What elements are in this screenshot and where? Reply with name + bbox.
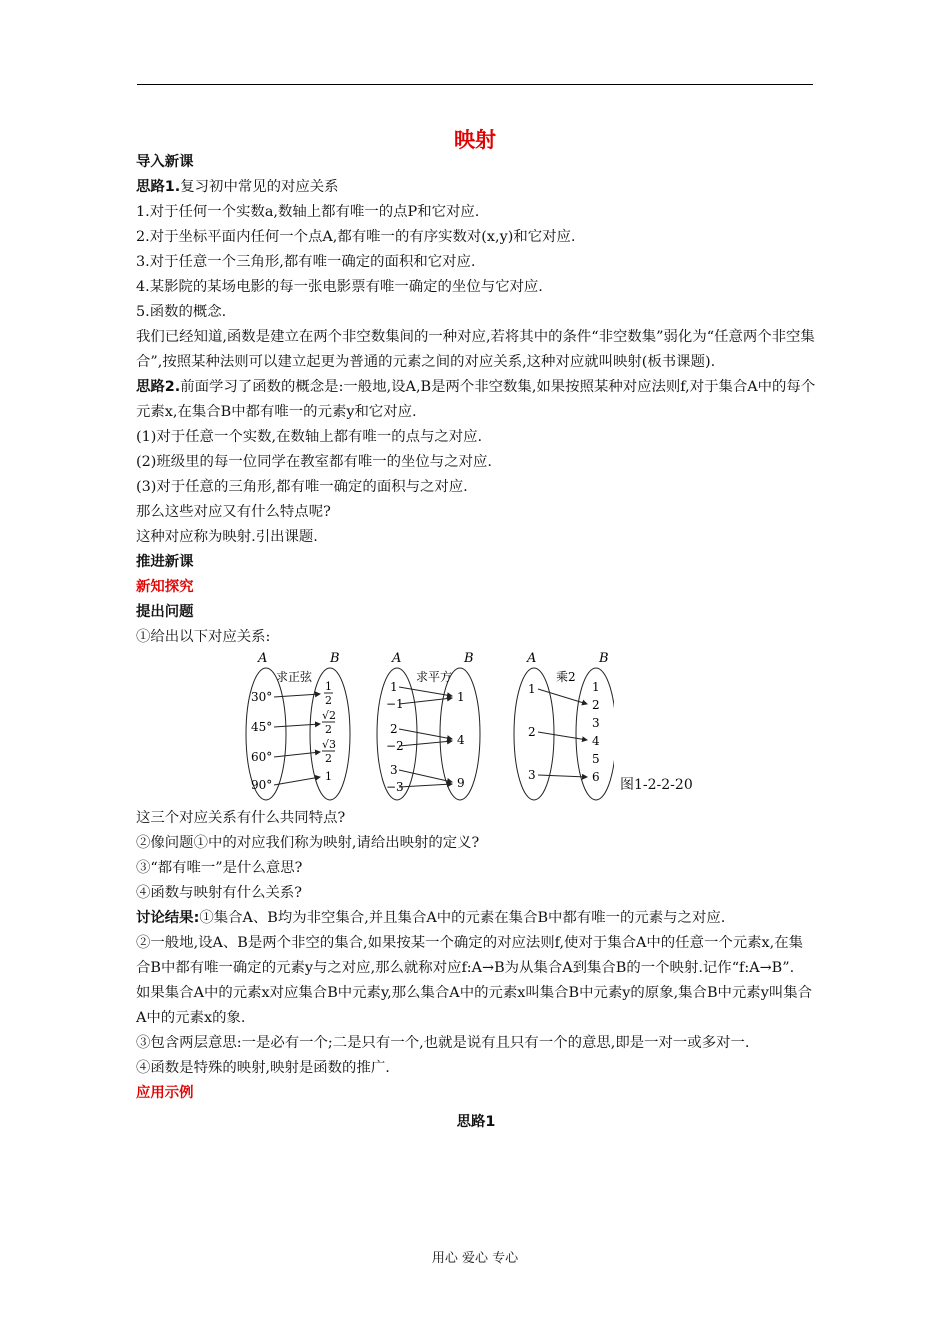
rule-double: 乘2 bbox=[556, 670, 576, 684]
idea2-item: (2)班级里的每一位同学在教室都有唯一的坐位与之对应. bbox=[136, 454, 492, 470]
idea2-item: 那么这些对应又有什么特点呢? bbox=[136, 504, 331, 520]
question-item: ②像问题①中的对应我们称为映射,请给出映射的定义? bbox=[136, 835, 480, 851]
arrow bbox=[399, 741, 452, 746]
idea1-item: 4.某影院的某场电影的每一张电影票有唯一确定的坐位与它对应. bbox=[136, 279, 543, 295]
elem-a: 3 bbox=[390, 763, 398, 777]
discussion-item: ②一般地,设A、B是两个非空的集合,如果按某一个确定的对应法则f,使对于集合A中的任意一个元素x,在集合B中都有唯一确定的元素y与之对应,那么就称对应f:A→B为从集合A到集合B的一个映射.记作“f:A→B”. bbox=[136, 935, 803, 976]
arrow bbox=[274, 752, 320, 757]
svg-text:2: 2 bbox=[325, 694, 332, 707]
idea1-item: 3.对于任意一个三角形,都有唯一确定的面积和它对应. bbox=[136, 254, 476, 270]
page-footer: 用心 爱心 专心 bbox=[431, 1251, 519, 1266]
elem-a: 30° bbox=[251, 690, 273, 704]
elem-b: 2 bbox=[592, 698, 600, 712]
advance-heading: 推进新课 bbox=[136, 554, 194, 570]
set-a-label: A bbox=[527, 652, 537, 666]
question-heading: 提出问题 bbox=[136, 604, 194, 620]
idea2-item: (1)对于任意一个实数,在数轴上都有唯一的点与之对应. bbox=[136, 429, 483, 445]
idea1-item: 2.对于坐标平面内任何一个点A,都有唯一的有序实数对(x,y)和它对应. bbox=[136, 229, 576, 245]
elem-a: 1 bbox=[528, 682, 536, 696]
discussion-line bbox=[136, 906, 816, 931]
svg-text:2: 2 bbox=[325, 752, 332, 765]
idea1-paragraph: 我们已经知道,函数是建立在两个非空数集间的一种对应,若将其中的条件“非空数集”弱化为“任意两个非空集合”,按照某种法则可以建立起更为普通的元素之间的对应关系,这种对应就叫映射(板书课题). bbox=[136, 329, 815, 370]
elem-b: 5 bbox=[592, 752, 600, 766]
mapping-figure bbox=[136, 652, 816, 802]
idea1-line bbox=[136, 175, 816, 200]
elem-a: −2 bbox=[386, 739, 404, 753]
mapping-sine bbox=[246, 652, 350, 800]
svg-text:√2: √2 bbox=[322, 709, 337, 722]
elem-b: 3 bbox=[592, 716, 600, 730]
svg-text:√3: √3 bbox=[322, 738, 337, 751]
elem-b: 4 bbox=[592, 734, 600, 748]
intro-heading: 导入新课 bbox=[136, 154, 194, 170]
figure-caption: 图1-2-2-20 bbox=[620, 777, 693, 793]
set-b-label: B bbox=[330, 652, 340, 666]
elem-a: 45° bbox=[251, 720, 273, 734]
svg-text:1: 1 bbox=[325, 770, 332, 783]
question-1: ①给出以下对应关系: bbox=[136, 629, 271, 645]
discussion-item: ③包含两层意思:一是必有一个;二是只有一个,也就是说有且只有一个的意思,即是一对一或多对一. bbox=[136, 1035, 750, 1051]
discussion-item: 如果集合A中的元素x对应集合B中元素y,那么集合A中的元素x叫集合B中元素y的原象,集合B中元素y叫集合A中的元素x的象. bbox=[136, 985, 812, 1026]
idea1-item: 1.对于任何一个实数a,数轴上都有唯一的点P和它对应. bbox=[136, 204, 480, 220]
set-b-values bbox=[322, 680, 336, 783]
explore-heading: 新知探究 bbox=[136, 579, 194, 595]
set-b-label: B bbox=[464, 652, 474, 666]
arrow bbox=[538, 732, 587, 740]
idea1-label: 思路1. bbox=[136, 179, 181, 195]
elem-b: 4 bbox=[457, 733, 465, 747]
elem-a: 90° bbox=[251, 778, 273, 792]
idea2-text: 前面学习了函数的概念是:一般地,设A,B是两个非空数集,如果按照某种对应法则f,对于集合A中的每个元素x,在集合B中都有唯一的元素y和它对应. bbox=[136, 379, 816, 420]
idea1-subheading: 思路1 bbox=[456, 1114, 496, 1130]
elem-a: −1 bbox=[386, 697, 404, 711]
arrow bbox=[399, 687, 452, 696]
elem-a: 60° bbox=[251, 750, 273, 764]
question-item: ④函数与映射有什么关系? bbox=[136, 885, 303, 901]
document-body bbox=[136, 150, 816, 1135]
idea1-item: 5.函数的概念. bbox=[136, 304, 227, 320]
set-a-label: A bbox=[392, 652, 402, 666]
set-a-label: A bbox=[258, 652, 268, 666]
question-item: ③“都有唯一”是什么意思? bbox=[136, 860, 303, 876]
idea2-item: (3)对于任意的三角形,都有唯一确定的面积与之对应. bbox=[136, 479, 468, 495]
arrow bbox=[399, 784, 452, 787]
example-heading: 应用示例 bbox=[136, 1085, 194, 1101]
rule-sine: 求正弦 bbox=[276, 670, 313, 684]
elem-a: −3 bbox=[386, 780, 404, 794]
discussion-label: 讨论结果: bbox=[136, 910, 200, 926]
elem-b: 6 bbox=[592, 770, 600, 784]
discussion-item: ①集合A、B均为非空集合,并且集合A中的元素在集合B中都有唯一的元素与之对应. bbox=[199, 910, 726, 926]
mapping-diagrams bbox=[244, 652, 614, 802]
elem-a: 3 bbox=[528, 768, 536, 782]
set-b-label: B bbox=[599, 652, 609, 666]
rule-square: 求平方 bbox=[416, 670, 453, 684]
mapping-square bbox=[377, 652, 480, 800]
elem-b: 9 bbox=[457, 776, 465, 790]
header-rule bbox=[137, 84, 813, 85]
discussion-item: ④函数是特殊的映射,映射是函数的推广. bbox=[136, 1060, 390, 1076]
idea2-item: 这种对应称为映射.引出课题. bbox=[136, 529, 318, 545]
mapping-double bbox=[514, 652, 614, 800]
idea2-label: 思路2. bbox=[136, 379, 181, 395]
arrow bbox=[399, 698, 452, 704]
svg-text:2: 2 bbox=[325, 723, 332, 736]
page-title: 映射 bbox=[454, 128, 496, 152]
elem-b: 1 bbox=[592, 680, 600, 694]
elem-b: 1 bbox=[457, 690, 465, 704]
arrow bbox=[399, 729, 452, 739]
question-item: 这三个对应关系有什么共同特点? bbox=[136, 810, 346, 826]
svg-text:1: 1 bbox=[325, 680, 332, 693]
elem-a: 2 bbox=[528, 725, 536, 739]
elem-a: 1 bbox=[390, 680, 398, 694]
arrow bbox=[538, 775, 587, 777]
idea1-text: 复习初中常见的对应关系 bbox=[180, 179, 339, 195]
idea2-line bbox=[136, 375, 816, 425]
elem-a: 2 bbox=[390, 722, 398, 736]
arrow bbox=[274, 724, 320, 727]
